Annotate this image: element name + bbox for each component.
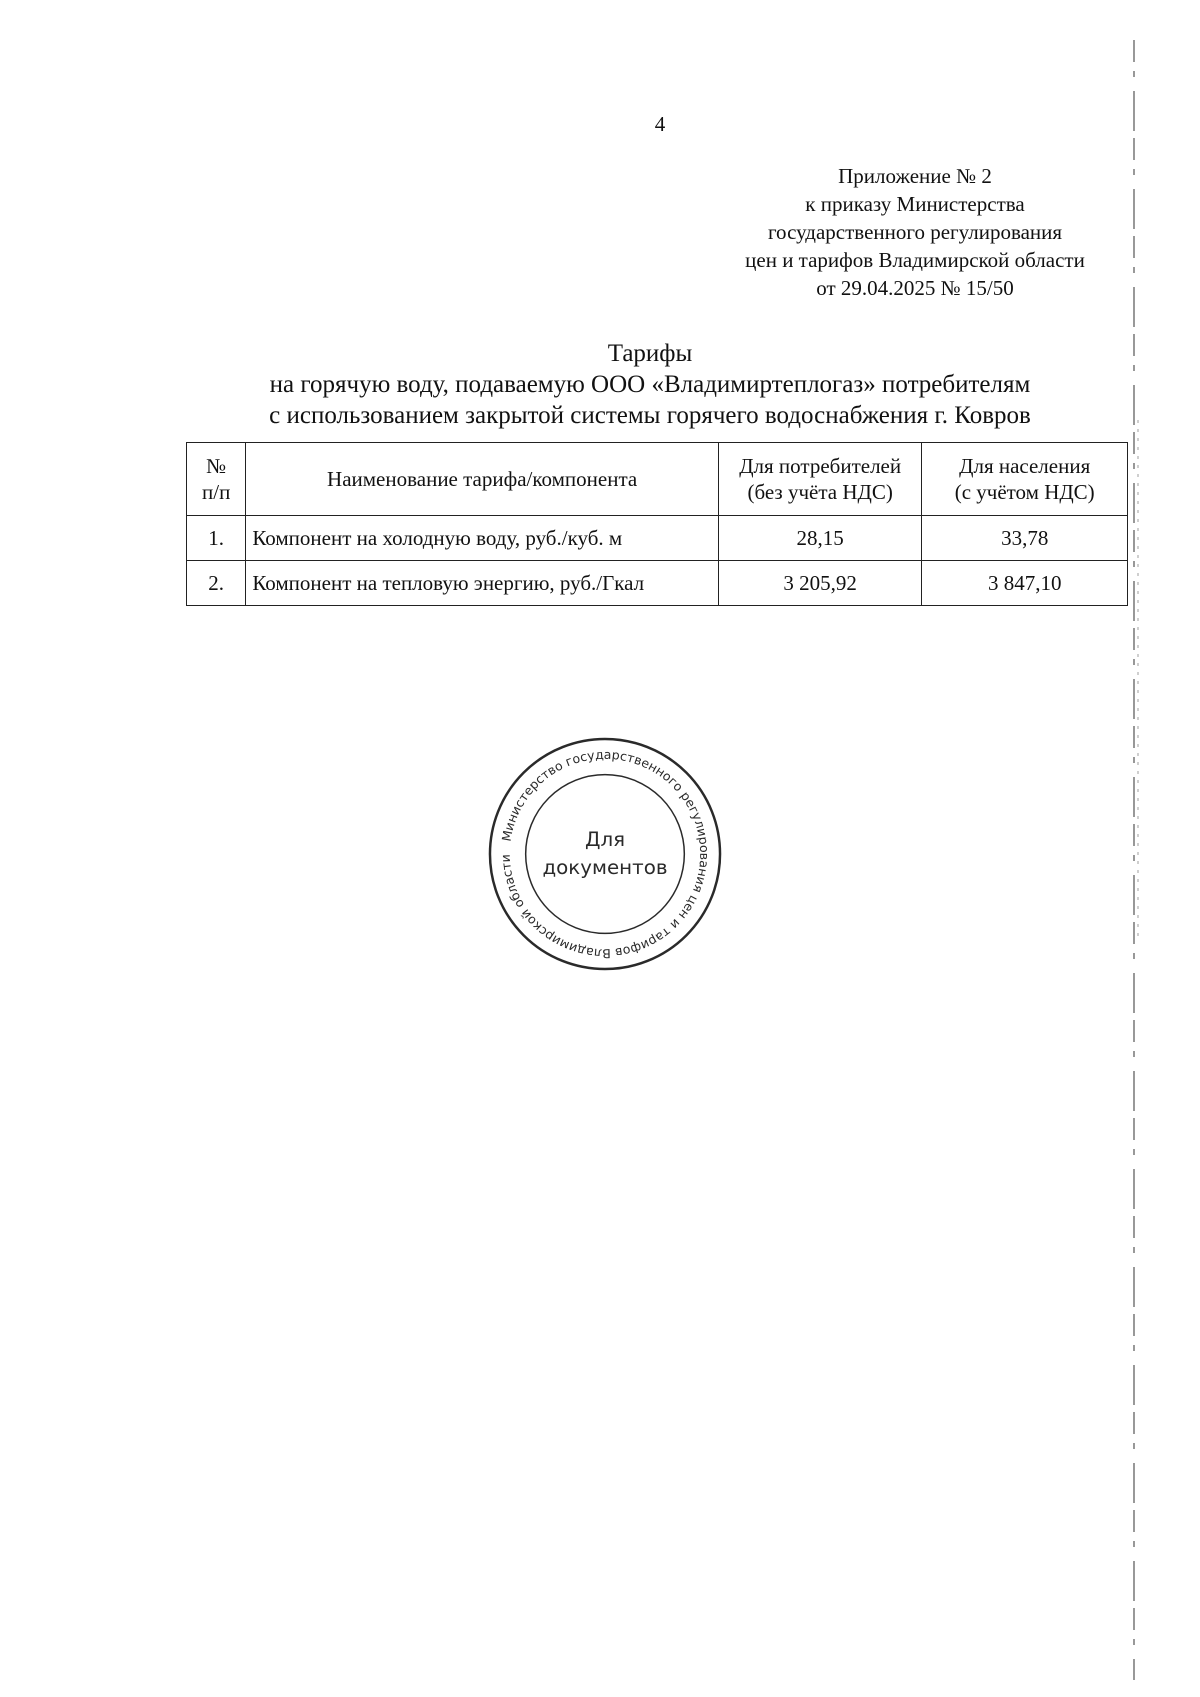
header-consumers-line-2: (без учёта НДС) xyxy=(747,480,893,504)
row-population-value: 33,78 xyxy=(922,516,1128,561)
header-population-line-1: Для населения xyxy=(959,454,1091,478)
appendix-line-1: Приложение № 2 xyxy=(838,164,992,188)
header-population-line-2: (с учётом НДС) xyxy=(954,480,1095,504)
row-name: Компонент на тепловую энергию, руб./Гкал xyxy=(246,561,719,606)
stamp-outer-circle xyxy=(490,739,720,969)
table-row xyxy=(187,516,1128,561)
row-consumers-value: 3 205,92 xyxy=(718,561,921,606)
stamp-center-line-1: Для xyxy=(584,828,626,852)
stamp-ring-text-path: Министерство государственного регулирования цен и тарифов Владимирской области xyxy=(497,746,713,962)
header-consumers xyxy=(718,443,921,516)
header-number-line-2: п/п xyxy=(202,480,231,504)
header-consumers-line-1: Для потребителей xyxy=(739,454,902,478)
table-row xyxy=(187,561,1128,606)
title-line-2: с использованием закрытой системы горячего водоснабжения г. Ковров xyxy=(269,402,1031,429)
row-name: Компонент на холодную воду, руб./куб. м xyxy=(246,516,719,561)
stamp-ring-text xyxy=(498,747,713,962)
title-heading: Тарифы xyxy=(607,340,693,367)
tariff-table xyxy=(186,442,1128,606)
stamp-center-line-2: документов xyxy=(542,855,668,879)
row-number: 1. xyxy=(187,516,246,561)
appendix-line-4: цен и тарифов Владимирской области xyxy=(745,248,1085,272)
scan-edge-marks xyxy=(1128,40,1142,1680)
appendix-line-3: государственного регулирования xyxy=(767,220,1063,244)
appendix-line-5: от 29.04.2025 № 15/50 xyxy=(816,276,1014,300)
header-number xyxy=(187,443,246,516)
title-line-1: на горячую воду, подаваемую ООО «Владимиртеплогаз» потребителям xyxy=(269,371,1031,398)
row-population-value: 3 847,10 xyxy=(922,561,1128,606)
document-title xyxy=(200,338,1100,431)
header-name: Наименование тарифа/компонента xyxy=(246,443,719,516)
appendix-line-2: к приказу Министерства xyxy=(805,192,1025,216)
page-number: 4 xyxy=(654,112,666,136)
row-number: 2. xyxy=(187,561,246,606)
official-stamp xyxy=(486,735,724,973)
header-number-line-1: № xyxy=(206,454,227,478)
stamp-inner-circle xyxy=(526,775,685,934)
row-consumers-value: 28,15 xyxy=(718,516,921,561)
appendix-note xyxy=(700,162,1130,302)
table-header-row xyxy=(187,443,1128,516)
header-population xyxy=(922,443,1128,516)
